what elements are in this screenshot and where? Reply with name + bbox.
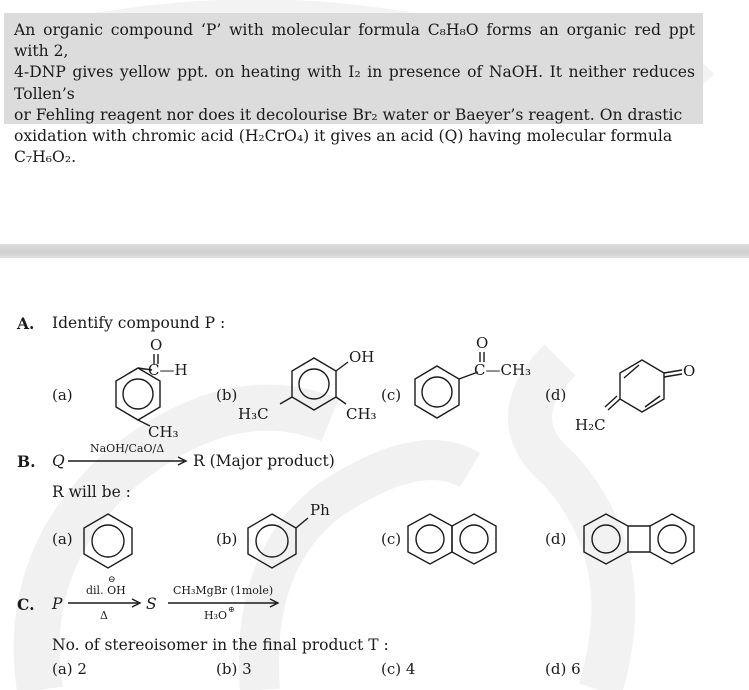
option-b-a-label: (a) (52, 530, 73, 548)
atom-c-ch3: C—CH₃ (474, 361, 532, 379)
question-b-prompt: R will be : (52, 483, 131, 501)
atom-o: O (683, 362, 696, 380)
atom-o: O (476, 334, 489, 352)
structure-dimethylphenol (238, 344, 378, 434)
question-passage (4, 13, 703, 167)
section-divider (0, 244, 749, 258)
option-b-d-label: (d) (545, 530, 567, 548)
reaction-arrow-2 (168, 598, 282, 608)
question-a-label: A. (17, 314, 35, 333)
option-b-c-label: (c) (381, 530, 402, 548)
atom-h3c: H₃C (238, 405, 269, 423)
reactant-q: Q (52, 452, 65, 470)
structure-acetophenone (406, 334, 546, 420)
compound-s: S (146, 595, 157, 613)
option-a-label: (a) (52, 386, 73, 404)
reaction-arrow-1 (68, 598, 144, 608)
hydroxide-charge: ⊖ (108, 575, 116, 585)
reagent-naoh-cao: NaOH/CaO/Δ (90, 442, 165, 455)
structure-naphthalene (404, 508, 504, 572)
option-d-label: (d) (545, 386, 567, 404)
reagent-heat: Δ (100, 609, 108, 622)
passage-line-1: An organic compound ‘P’ with molecular formula C₈H₈O forms an organic red ppt with 2, (14, 21, 695, 61)
option-b-label: (b) (216, 386, 238, 404)
atom-c-h: C—H (148, 361, 188, 379)
passage-line-2: 4-DNP gives yellow ppt. on heating with I₂ in presence of NaOH. It neither reduces Tollen’s (14, 63, 695, 103)
structure-quinone-methide (572, 350, 712, 440)
question-c-label: C. (17, 595, 35, 614)
reaction-arrow (68, 456, 190, 466)
structure-2-methylbenzaldehyde (80, 334, 190, 440)
question-c-text: No. of stereoisomer in the final product T : (52, 636, 389, 654)
option-c-d: (d) 6 (545, 660, 581, 678)
atom-o: O (150, 336, 163, 354)
product-r: R (Major product) (193, 452, 335, 470)
option-b-b-label: (b) (216, 530, 238, 548)
passage-line-5: C₇H₆O₂. (14, 148, 77, 167)
structure-biphenyl (244, 500, 344, 574)
option-c-label: (c) (381, 386, 402, 404)
atom-ph: Ph (310, 501, 330, 519)
passage-line-3: or Fehling reagent nor does it decolourise Br₂ water or Baeyer’s reagent. On drastic (14, 105, 683, 124)
atom-ch3: CH₃ (148, 423, 179, 441)
option-c-a: (a) 2 (52, 660, 87, 678)
question-a-text: Identify compound P : (52, 314, 226, 332)
option-c-b: (b) 3 (216, 660, 252, 678)
atom-oh: OH (349, 348, 375, 366)
reagent-h3o: H₃O (204, 609, 228, 622)
structure-benzene (80, 510, 140, 572)
passage-line-4: oxidation with chromic acid (H₂CrO₄) it gives an acid (Q) having molecular formula (14, 127, 673, 146)
atom-ch3: CH₃ (346, 405, 377, 423)
reagent-grignard: CH₃MgBr (1mole) (173, 584, 274, 597)
option-c-c: (c) 4 (381, 660, 416, 678)
hydronium-charge: ⊕ (228, 605, 235, 614)
compound-p: P (52, 595, 63, 613)
structure-biphenylene (578, 508, 708, 572)
atom-h2c: H₂C (575, 416, 606, 434)
question-b-label: B. (17, 452, 36, 471)
reagent-dil-oh: dil. OH (86, 584, 126, 597)
